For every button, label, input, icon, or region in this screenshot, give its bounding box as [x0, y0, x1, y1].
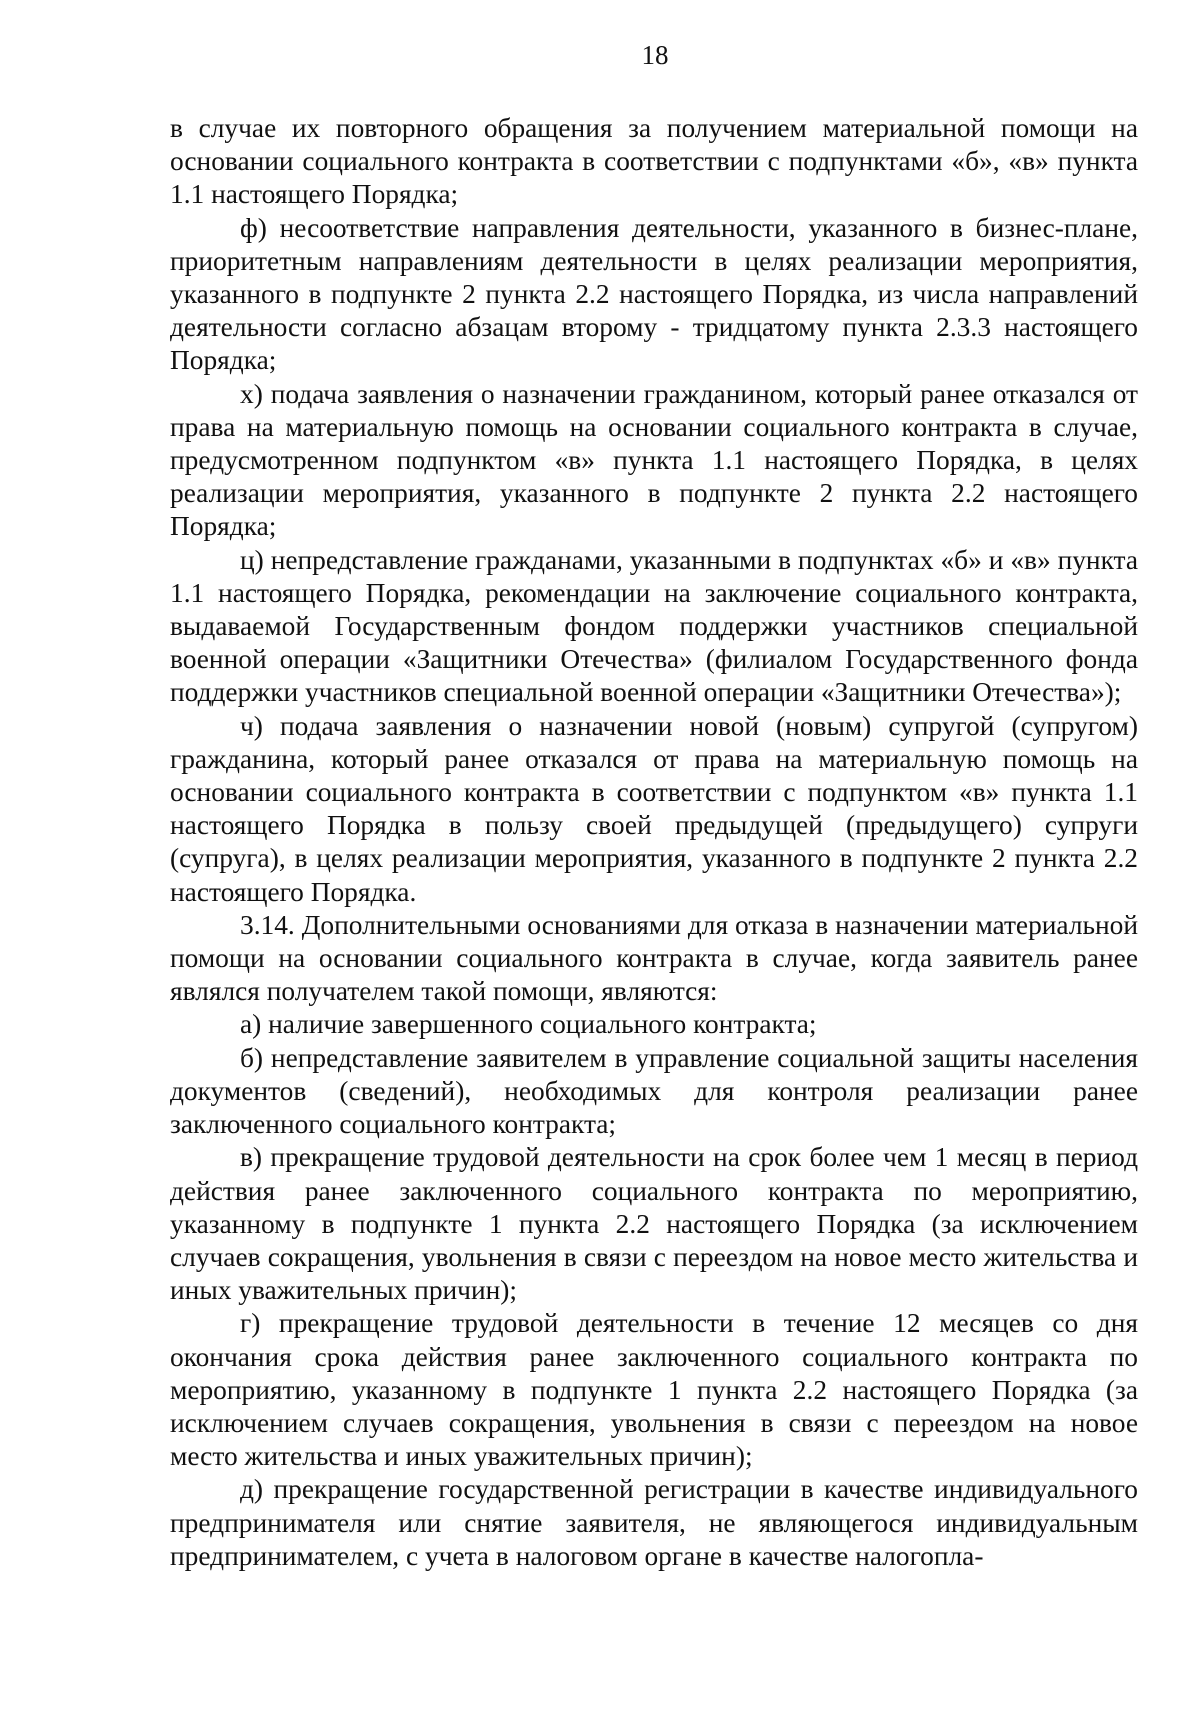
body-text — [170, 112, 1138, 1573]
paragraph-item-g: г) прекращение трудовой деятельности в течение 12 месяцев со дня окончания срока действия ранее заключенного социального контракта по мероприятию, указанному в подпункте 1 пункта 2.2 настоящего Порядка (за исключением случаев сокращения, увольнения в связи с переездом на новое место жительства и иных уважительных причин); — [170, 1308, 1138, 1472]
paragraph-item-ch: ч) подача заявления о назначении новой (новым) супругой (супругом) гражданина, который ранее отказался от права на материальную помощь на основании социального контракта в соответствии с подпунктом «в» пункта 1.1 настоящего Порядка в пользу своей предыдущей (предыдущего) супруги (супруга), в целях реализации мероприятия, указанного в подпункте 2 пункта 2.2 настоящего Порядка. — [170, 710, 1138, 907]
paragraph-item-d: д) прекращение государственной регистрации в качестве индивидуального предпринимателя или снятие заявителя, не являющегося индивидуальным предпринимателем, с учета в налоговом органе в качестве налогопла- — [170, 1474, 1138, 1571]
paragraph-item-kh: х) подача заявления о назначении гражданином, который ранее отказался от права на материальную помощь на основании социального контракта в случае, предусмотренном подпунктом «в» пункта 1.1 настоящего Порядка, в целях реализации мероприятия, указанного в подпункте 2 пункта 2.2 настоящего Порядка; — [170, 378, 1138, 542]
paragraph-section-3-14: 3.14. Дополнительными основаниями для отказа в назначении материальной помощи на основании социального контракта в случае, когда заявитель ранее являлся получателем такой помощи, являются: — [170, 909, 1138, 1007]
paragraph-item-v: в) прекращение трудовой деятельности на срок более чем 1 месяц в период действия ранее заключенного социального контракта по мероприятию, указанному в подпункте 1 пункта 2.2 настоящего Порядка (за исключением случаев сокращения, увольнения в связи с переездом на новое место жительства и иных уважительных причин); — [170, 1142, 1138, 1306]
page-number: 18 — [641, 40, 669, 70]
paragraph-continuation: в случае их повторного обращения за получением материальной помощи на основании социального контракта в соответствии с подпунктами «б», «в» пункта 1.1 настоящего Порядка; — [170, 113, 1138, 210]
paragraph-item-f: ф) несоответствие направления деятельности, указанного в бизнес-плане, приоритетным направлениям деятельности в целях реализации мероприятия, указанного в подпункте 2 пункта 2.2 настоящего Порядка, из числа направлений деятельности согласно абзацам второму - тридцатому пункта 2.3.3 настоящего Порядка; — [170, 212, 1138, 376]
paragraph-item-ts: ц) непредставление гражданами, указанными в подпунктах «б» и «в» пункта 1.1 настоящего Порядка, рекомендации на заключение социального контракта, выдаваемой Государственным фондом поддержки участников специальной военной операции «Защитники Отечества» (филиалом Государственного фонда поддержки участников специальной военной операции «Защитники Отечества»); — [170, 544, 1138, 708]
paragraph-item-b: б) непредставление заявителем в управление социальной защиты населения документов (сведений), необходимых для контроля реализации ранее заключенного социального контракта; — [170, 1042, 1138, 1140]
paragraph-item-a: а) наличие завершенного социального контракта; — [240, 1009, 817, 1040]
